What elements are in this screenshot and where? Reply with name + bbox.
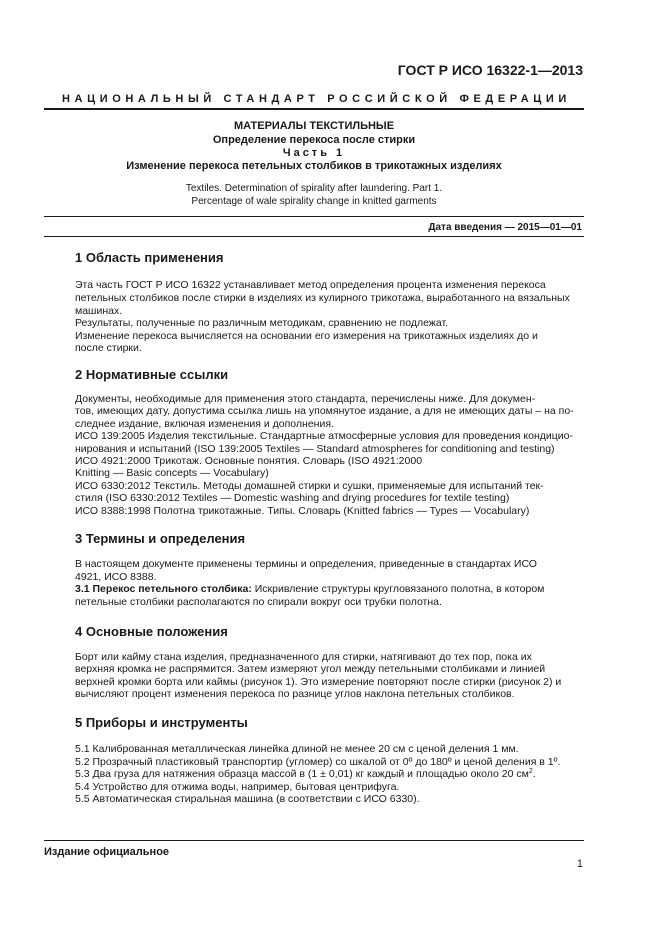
instrument-item <box>75 768 583 781</box>
reference-iso-6330: ИСО 6330:2012 Текстиль. Методы домашней стирки и сушки, применяемые для испытаний тек- <box>75 480 544 492</box>
reference-iso-8388: ИСО 8388:1998 Полотна трикотажные. Типы. Словарь (Knitted fabrics — Types — Vocabulary) <box>75 505 530 517</box>
instrument-item: 5.1 Калиброванная металлическая линейка длиной не менее 20 см с ценой деления 1 мм. <box>75 743 519 755</box>
paragraph-line: 4921, ИСО 8388. <box>75 571 157 583</box>
paragraph-line: верхней кромки борта или каймы (рисунок 1). Это измерение повторяют после стирки (рисунок 2) и <box>75 676 562 688</box>
section-2-heading: 2 Нормативные ссылки <box>75 367 229 382</box>
english-title-1: Textiles. Determination of spirality after laundering. Part 1. <box>185 183 443 194</box>
instrument-text: 5.3 Два груза для натяжения образца массой в (1 ± 0,01) кг каждый и площадью около 20 см <box>75 768 529 780</box>
title-rule <box>44 216 584 217</box>
paragraph-line: Эта часть ГОСТ Р ИСО 16322 устанавливает метод определения процента изменения перекоса <box>75 279 546 291</box>
paragraph-line: следнее издание, включая изменения и дополнения. <box>75 418 334 430</box>
title-line-2: Определение перекоса после стирки <box>212 134 416 146</box>
instrument-item: 5.5 Автоматическая стиральная машина (в соответствии с ИСО 6330). <box>75 793 420 805</box>
paragraph-line: Борт или кайму стана изделия, предназначенного для стирки, натягивают до тех пор, пока их <box>75 651 532 663</box>
official-edition-label: Издание официальное <box>44 846 170 858</box>
superscript: 2 <box>528 768 533 775</box>
section-5-heading: 5 Приборы и инструменты <box>75 715 248 730</box>
instrument-item: 5.4 Устройство для отжима воды, например, бытовая центрифуга. <box>75 781 400 793</box>
title-line-4: Изменение перекоса петельных столбиков в трикотажных изделиях <box>126 160 502 172</box>
paragraph-line: Knitting — Basic concepts — Vocabulary) <box>75 467 269 479</box>
term-text: Искривление структуры кругловязаного полотна, в котором <box>251 583 545 595</box>
reference-iso-139: ИСО 139:2005 Изделия текстильные. Стандартные атмосферные условия для проведения кондицио- <box>75 430 573 442</box>
paragraph-line: петельных столбиков после стирки в изделиях из кулирного трикотажа, выработанного на вязальных <box>75 292 570 304</box>
page-number: 1 <box>576 858 583 870</box>
paragraph-line: машинах. <box>75 305 123 317</box>
paragraph-line: Документы, необходимые для применения этого стандарта, перечислены ниже. Для докумен- <box>75 393 536 405</box>
standard-number: ГОСТ Р ИСО 16322-1—2013 <box>397 62 583 78</box>
paragraph-line: тов, имеющих дату, допустима ссылка лишь на упомянутое издание, а для не имеющих даты – на по- <box>75 405 574 417</box>
paragraph-line: Изменение перекоса вычисляется на основании его измерения на трикотажных изделиях до и <box>75 330 538 342</box>
term-definition <box>75 583 583 596</box>
paragraph-line: верхняя кромка не распрямится. Затем измеряют угол между петельными столбиками и линией <box>75 663 546 675</box>
header-rule <box>44 108 584 110</box>
paragraph-line: после стирки. <box>75 342 142 354</box>
footer-rule <box>44 840 584 841</box>
section-4-heading: 4 Основные положения <box>75 624 228 639</box>
term-label: 3.1 Перекос петельного столбика: <box>75 583 252 595</box>
title-part: Часть 1 <box>282 147 346 159</box>
section-3-heading: 3 Термины и определения <box>75 531 246 546</box>
national-standard-banner: НАЦИОНАЛЬНЫЙ СТАНДАРТ РОССИЙСКОЙ ФЕДЕРАЦИИ <box>62 93 571 105</box>
paragraph-line: петельные столбики располагаются по спирали вокруг оси трубки полотна. <box>75 596 442 608</box>
paragraph-line: вычисляют процент изменения перекоса по разнице углов наклона петельных столбиков. <box>75 688 515 700</box>
paragraph-line: Результаты, полученные по различным методикам, сравнению не подлежат. <box>75 317 449 329</box>
introduction-date: Дата введения — 2015—01—01 <box>428 222 582 233</box>
section-1-heading: 1 Область применения <box>75 250 224 265</box>
paragraph-line: В настоящем документе применены термины и определения, приведенные в стандартах ИСО <box>75 558 537 570</box>
instrument-text-end: . <box>532 768 536 780</box>
date-rule <box>44 236 584 237</box>
english-title-2: Percentage of wale spirality change in knitted garments <box>191 196 437 207</box>
paragraph-line: стиля (ISO 6330:2012 Textiles — Domestic washing and drying procedures for textile testing) <box>75 492 510 504</box>
reference-iso-4921: ИСО 4921:2000 Трикотаж. Основные понятия. Словарь (ISO 4921:2000 <box>75 455 423 467</box>
instrument-item: 5.2 Прозрачный пластиковый транспортир (угломер) со шкалой от 0º до 180º и ценой деления в 1º. <box>75 756 561 768</box>
paragraph-line: нирования и испытаний (ISO 139:2005 Textiles — Standard atmospheres for conditioning and testing) <box>75 443 555 455</box>
title-line-1: МАТЕРИАЛЫ ТЕКСТИЛЬНЫЕ <box>233 120 395 132</box>
